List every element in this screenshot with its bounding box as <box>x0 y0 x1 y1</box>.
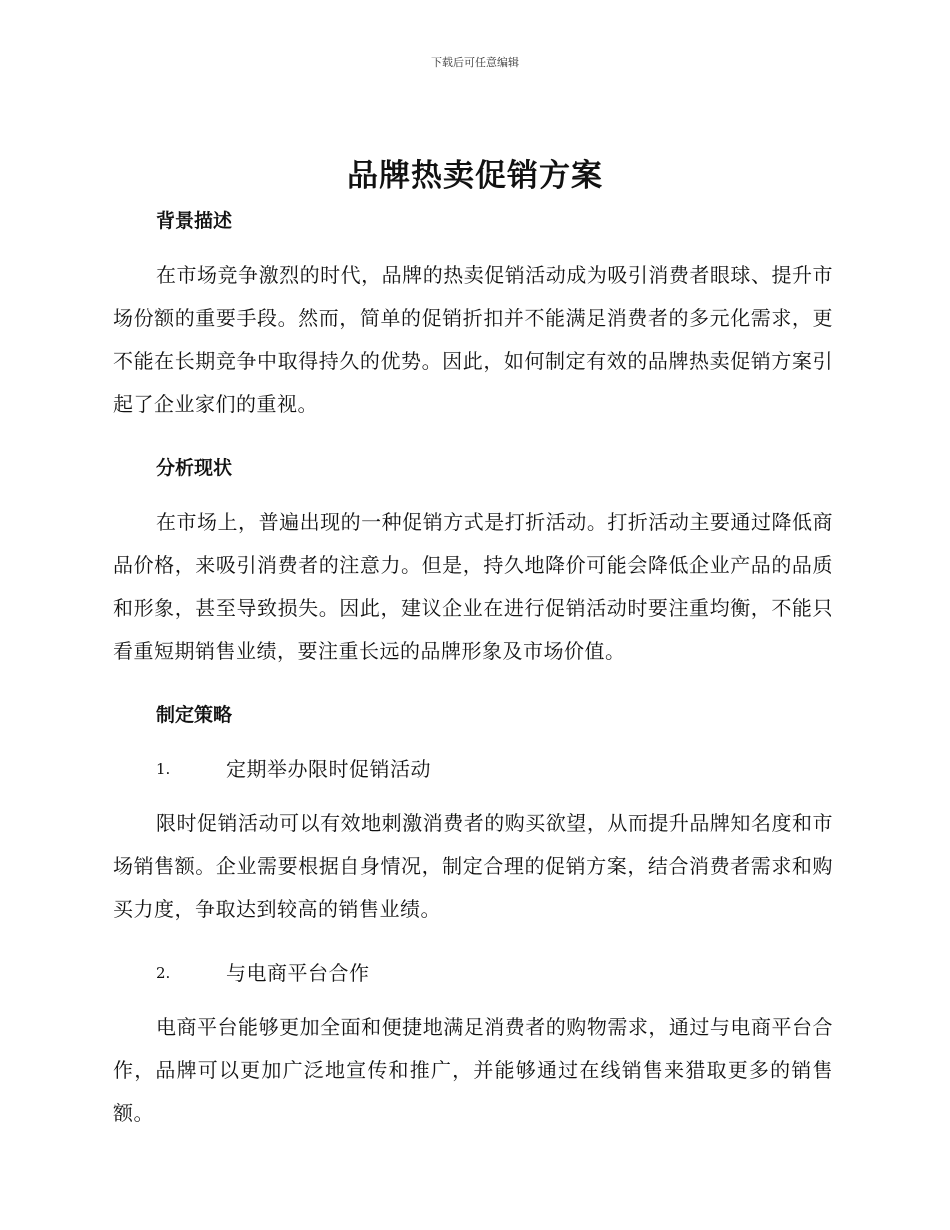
strategy-number: 2. <box>156 964 171 982</box>
document-title: 品牌热卖促销方案 <box>347 158 603 194</box>
document-body <box>113 200 833 1156</box>
section-heading-analysis: 分析现状 <box>156 457 233 479</box>
paragraph-strategy-2: 电商平台能够更加全面和便捷地满足消费者的购物需求，通过与电商平台合作，品牌可以更加广泛地宣传和推广，并能够通过在线销售来猎取更多的销售额。 <box>113 1015 833 1125</box>
strategy-title: 定期举办限时促销活动 <box>226 757 431 781</box>
strategy-number: 1. <box>156 760 171 778</box>
strategy-item-2 <box>156 952 833 994</box>
section-heading-background: 背景描述 <box>156 210 233 232</box>
paragraph-background: 在市场竞争激烈的时代，品牌的热卖促销活动成为吸引消费者眼球、提升市场份额的重要手段。然而，简单的促销折扣并不能满足消费者的多元化需求，更不能在长期竞争中取得持久的优势。因此，如何制定有效的品牌热卖促销方案引起了企业家们的重视。 <box>113 263 833 416</box>
paragraph-analysis: 在市场上，普遍出现的一种促销方式是打折活动。打折活动主要通过降低商品价格，来吸引消费者的注意力。但是，持久地降价可能会降低企业产品的品质和形象，甚至导致损失。因此，建议企业在进行促销活动时要注重均衡，不能只看重短期销售业绩，要注重长远的品牌形象及市场价值。 <box>113 510 833 663</box>
section-heading-strategy: 制定策略 <box>156 704 233 726</box>
strategy-item-1 <box>156 748 833 790</box>
strategy-title: 与电商平台合作 <box>226 961 370 985</box>
paragraph-strategy-1: 限时促销活动可以有效地刺激消费者的购买欲望，从而提升品牌知名度和市场销售额。企业需要根据自身情况，制定合理的促销方案，结合消费者需求和购买力度，争取达到较高的销售业绩。 <box>113 811 833 921</box>
header-note: 下载后可任意编辑 <box>431 56 519 69</box>
